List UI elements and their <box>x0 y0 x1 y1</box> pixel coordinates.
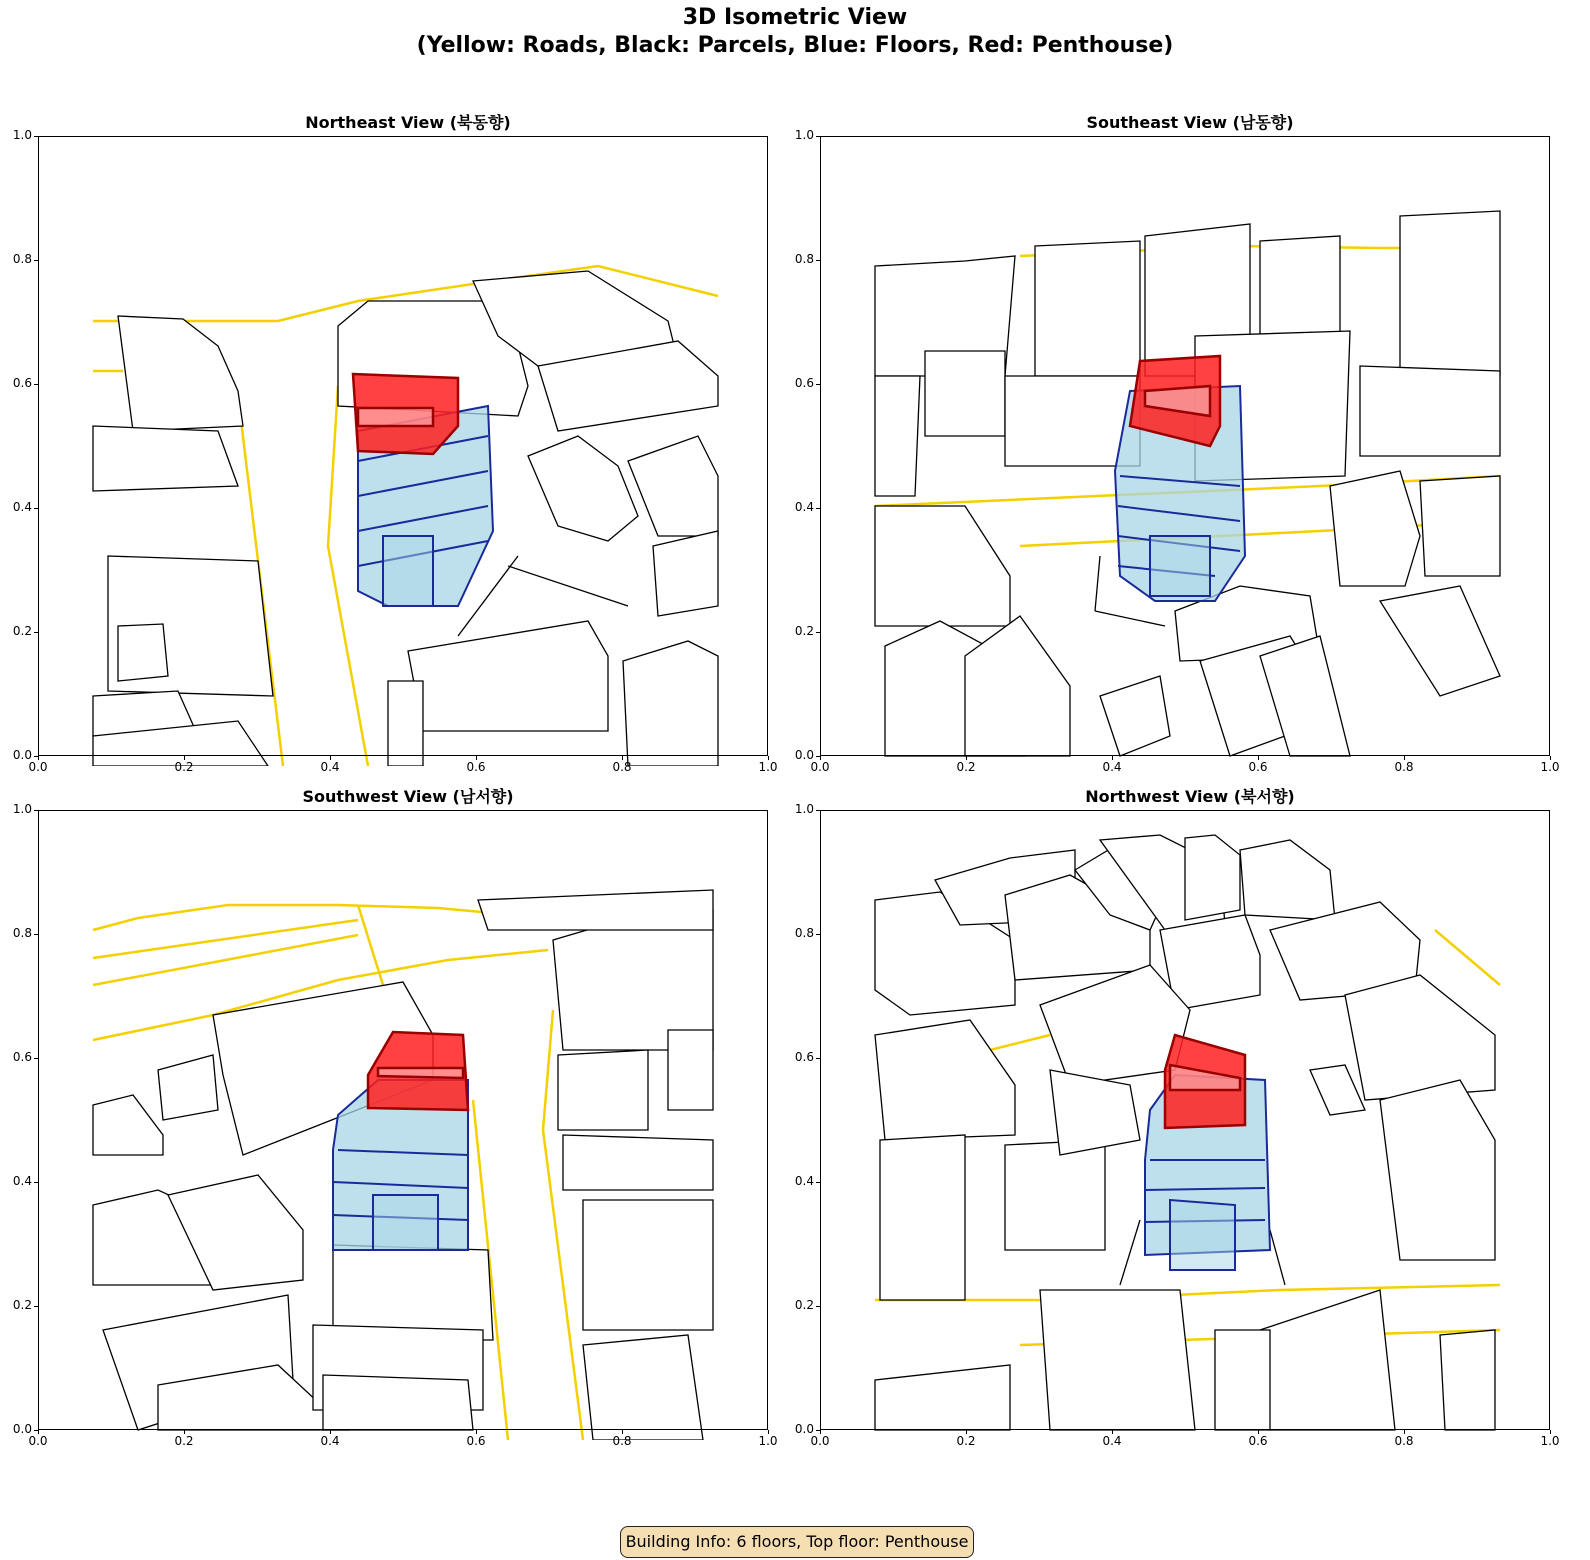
road-line <box>93 920 358 958</box>
x-tick-label: 0.2 <box>956 1434 976 1448</box>
y-tick-mark <box>816 136 820 137</box>
parcel <box>388 681 423 766</box>
x-tick-mark <box>768 756 769 760</box>
y-tick-mark <box>816 1306 820 1307</box>
parcel <box>118 316 243 431</box>
road-line <box>93 935 358 985</box>
penthouse-top <box>378 1068 463 1078</box>
parcel-edge <box>1095 556 1100 611</box>
x-tick-mark <box>966 1430 967 1434</box>
x-tick-mark <box>820 756 821 760</box>
road-line <box>1435 930 1500 985</box>
x-tick-label: 0.6 <box>466 1434 486 1448</box>
figure-title <box>0 4 1590 60</box>
floor-box <box>383 536 433 606</box>
parcel <box>1040 1290 1195 1430</box>
parcel <box>668 1030 713 1110</box>
y-tick-label: 0.4 <box>12 500 32 514</box>
parcel <box>1215 1330 1270 1430</box>
parcel <box>1380 586 1500 696</box>
y-tick-mark <box>816 756 820 757</box>
parcel <box>875 506 1010 626</box>
x-tick-label: 0.6 <box>1248 1434 1268 1448</box>
y-tick-label: 0.6 <box>794 1050 814 1064</box>
penthouse-top <box>358 408 433 426</box>
y-tick-mark <box>816 260 820 261</box>
parcel <box>478 890 713 930</box>
parcel <box>1380 1080 1495 1260</box>
parcel <box>558 1050 648 1130</box>
y-tick-label: 0.8 <box>12 252 32 266</box>
parcel <box>118 624 168 681</box>
y-tick-label: 0.0 <box>794 1422 814 1436</box>
y-tick-mark <box>816 508 820 509</box>
x-tick-mark <box>768 1430 769 1434</box>
x-tick-mark <box>1404 1430 1405 1434</box>
y-tick-label: 0.0 <box>12 748 32 762</box>
x-tick-label: 0.8 <box>1394 760 1414 774</box>
y-tick-label: 0.6 <box>12 376 32 390</box>
x-tick-label: 0.4 <box>320 760 340 774</box>
floor-box <box>1150 536 1210 596</box>
parcel <box>875 1020 1015 1140</box>
parcel <box>583 1200 713 1330</box>
y-tick-label: 0.2 <box>794 1298 814 1312</box>
y-tick-mark <box>34 508 38 509</box>
x-tick-label: 1.0 <box>758 760 778 774</box>
y-tick-mark <box>34 1058 38 1059</box>
y-tick-mark <box>816 632 820 633</box>
y-tick-label: 0.6 <box>794 376 814 390</box>
x-tick-mark <box>330 756 331 760</box>
x-tick-mark <box>1112 756 1113 760</box>
penthouse <box>1165 1035 1245 1128</box>
x-tick-label: 0.0 <box>810 760 830 774</box>
y-tick-label: 1.0 <box>12 802 32 816</box>
x-tick-label: 1.0 <box>1540 1434 1560 1448</box>
parcel <box>1185 835 1240 920</box>
y-tick-mark <box>816 384 820 385</box>
y-tick-label: 0.8 <box>794 252 814 266</box>
parcel <box>653 531 718 616</box>
floor-box <box>373 1195 438 1250</box>
y-tick-mark <box>816 1182 820 1183</box>
parcel <box>1240 840 1335 920</box>
x-tick-label: 0.4 <box>1102 1434 1122 1448</box>
x-tick-mark <box>38 1430 39 1434</box>
parcel <box>1260 1290 1395 1430</box>
parcel <box>563 1135 713 1190</box>
x-tick-mark <box>184 1430 185 1434</box>
y-tick-mark <box>34 1430 38 1431</box>
x-tick-mark <box>184 756 185 760</box>
panel-title-southeast: Southeast View (남동향) <box>1086 113 1294 132</box>
parcel-edge <box>1270 1230 1285 1285</box>
y-tick-mark <box>816 810 820 811</box>
panel-title-northeast: Northeast View (북동향) <box>305 113 511 132</box>
parcel <box>965 616 1070 756</box>
x-tick-label: 0.0 <box>28 760 48 774</box>
y-tick-label: 0.6 <box>12 1050 32 1064</box>
parcel <box>1050 1070 1140 1155</box>
parcel <box>323 1375 473 1430</box>
parcel <box>93 1095 163 1155</box>
x-tick-mark <box>1404 756 1405 760</box>
x-tick-mark <box>1258 756 1259 760</box>
y-tick-mark <box>34 1306 38 1307</box>
y-tick-mark <box>34 136 38 137</box>
y-tick-label: 0.8 <box>794 926 814 940</box>
y-tick-mark <box>816 1430 820 1431</box>
y-tick-mark <box>816 1058 820 1059</box>
y-tick-label: 0.2 <box>12 624 32 638</box>
parcel <box>628 436 718 536</box>
x-tick-mark <box>1258 1430 1259 1434</box>
y-tick-mark <box>34 756 38 757</box>
x-tick-label: 0.2 <box>174 1434 194 1448</box>
panel-title-northwest: Northwest View (북서향) <box>1085 787 1295 806</box>
y-tick-mark <box>34 384 38 385</box>
x-tick-mark <box>330 1430 331 1434</box>
y-tick-label: 0.2 <box>794 624 814 638</box>
parcel <box>1005 1140 1105 1250</box>
parcel <box>528 436 638 541</box>
y-tick-label: 0.4 <box>794 500 814 514</box>
parcel <box>1100 676 1170 756</box>
x-tick-label: 0.4 <box>320 1434 340 1448</box>
x-tick-label: 0.2 <box>956 760 976 774</box>
parcel <box>93 426 238 491</box>
x-tick-label: 0.8 <box>612 760 632 774</box>
y-tick-label: 0.4 <box>12 1174 32 1188</box>
plot-northeast <box>38 136 778 766</box>
parcel <box>875 376 920 496</box>
y-tick-label: 0.8 <box>12 926 32 940</box>
x-tick-label: 0.0 <box>810 1434 830 1448</box>
parcel-edge <box>1120 1220 1140 1285</box>
parcel <box>1310 1065 1365 1115</box>
x-tick-mark <box>622 756 623 760</box>
floor-box <box>1170 1200 1235 1270</box>
y-tick-label: 0.0 <box>12 1422 32 1436</box>
y-tick-mark <box>34 934 38 935</box>
x-tick-mark <box>476 756 477 760</box>
parcel <box>1400 211 1500 376</box>
x-tick-label: 0.8 <box>1394 1434 1414 1448</box>
y-tick-label: 0.4 <box>794 1174 814 1188</box>
y-tick-label: 0.2 <box>12 1298 32 1312</box>
y-tick-mark <box>34 1182 38 1183</box>
x-tick-mark <box>476 1430 477 1434</box>
x-tick-mark <box>622 1430 623 1434</box>
parcel <box>1345 975 1495 1100</box>
x-tick-mark <box>38 756 39 760</box>
parcel <box>1440 1330 1495 1430</box>
y-tick-label: 1.0 <box>794 128 814 142</box>
y-tick-mark <box>816 934 820 935</box>
x-tick-label: 0.0 <box>28 1434 48 1448</box>
parcel <box>553 910 713 1050</box>
y-tick-label: 1.0 <box>12 128 32 142</box>
parcel-edge <box>1095 611 1165 626</box>
parcel <box>623 641 718 766</box>
x-tick-mark <box>1550 1430 1551 1434</box>
parcel <box>1420 476 1500 576</box>
x-tick-mark <box>1112 1430 1113 1434</box>
parcel <box>875 1365 1010 1430</box>
plot-southeast <box>820 136 1560 766</box>
building-info-box: Building Info: 6 floors, Top floor: Penthouse <box>620 1526 974 1558</box>
parcel <box>1360 366 1500 456</box>
road-line <box>875 1285 1500 1300</box>
figure-title-line2: (Yellow: Roads, Black: Parcels, Blue: Floors, Red: Penthouse) <box>416 33 1174 58</box>
parcel <box>1330 471 1420 586</box>
y-tick-label: 0.0 <box>794 748 814 762</box>
parcel <box>158 1055 218 1120</box>
figure-title-line1: 3D Isometric View <box>682 5 908 30</box>
y-tick-mark <box>34 260 38 261</box>
panel-title-southwest: Southwest View (남서향) <box>302 787 514 806</box>
x-tick-mark <box>1550 756 1551 760</box>
parcel <box>583 1335 703 1440</box>
y-tick-mark <box>34 810 38 811</box>
x-tick-label: 1.0 <box>1540 760 1560 774</box>
parcel-edge <box>508 566 628 606</box>
plot-northwest <box>820 810 1560 1440</box>
y-tick-mark <box>34 632 38 633</box>
y-tick-label: 1.0 <box>794 802 814 816</box>
parcel <box>1035 241 1140 376</box>
x-tick-label: 0.6 <box>1248 760 1268 774</box>
x-tick-mark <box>966 756 967 760</box>
x-tick-mark <box>820 1430 821 1434</box>
x-tick-label: 0.2 <box>174 760 194 774</box>
parcel <box>408 621 608 731</box>
plot-southwest <box>38 810 778 1440</box>
x-tick-label: 0.4 <box>1102 760 1122 774</box>
parcel <box>925 351 1005 436</box>
parcel <box>880 1135 965 1300</box>
penthouse <box>353 374 458 454</box>
x-tick-label: 0.8 <box>612 1434 632 1448</box>
x-tick-label: 1.0 <box>758 1434 778 1448</box>
x-tick-label: 0.6 <box>466 760 486 774</box>
